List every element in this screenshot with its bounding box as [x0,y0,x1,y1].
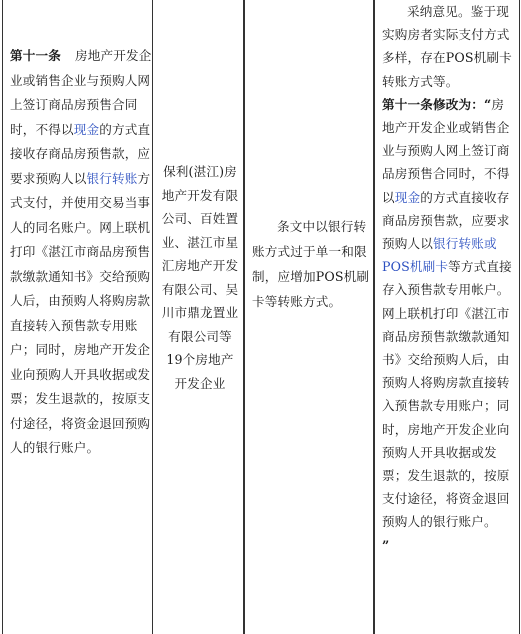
highlight-cash: 现金 [394,189,421,205]
amended-heading: 第十一条修改为： [382,96,484,112]
response-text-part: 的方式直接收存商品房预售款，应要求预购人以 [382,189,510,252]
original-article-text [10,44,152,461]
response-cell [374,0,521,634]
open-quote: “ [483,96,492,112]
proposer-text: 保利(湛江)房地产开发有限公司、百姓置业、湛江市星汇房地产开发有限公司、吴川市鼎龙置业有限公司等19个房地产开发企业 [161,164,239,391]
article-text-part: 方式支付，并使用交易当事人的同名账户。网上联机打印《湛江市商品房预售款缴款通知书》交给预购人后，由预购人将购房款直接转入预售款专用账户；同时，房地产开发企业向预购人开具收据或发票；发生退款的，按原支付途径，将资金退回预购人的银行账户。 [10,170,151,455]
highlight-bank-or-pos: 银行转账或POS机刷卡 [382,236,497,275]
opinion-body: 条文中以银行转账方式过于单一和限制，应增加POS机刷卡等转账方式。 [252,219,370,309]
original-article-cell [2,0,152,634]
article-text-part: 房地产开发企业或销售企业与预购人网上签订商品房预售合同时，不得以 [10,48,152,137]
proposer-cell [152,0,244,634]
article-text-part: 的方式直接收存商品房预售款，应要求预购人以 [10,121,151,186]
response-text-part: 等方式直接存入预售款专用帐户。网上联机打印《湛江市商品房预售款缴款通知书》交给预购人后，由预购人将购房款直接转入预售款专用账户；同时，房地产开发企业向预购人开具收据或发票；发生退款的，按原支付途径，将资金退回预购人的银行账户。 [382,259,512,530]
article-heading: 第十一条 [10,48,61,63]
response-adoption: 采纳意见。鉴于现实购房者实际支付方式多样，存在POS机刷卡转账方式等。 [382,4,512,89]
opinion-text [252,214,370,314]
close-quote: ” [382,537,390,553]
highlight-bank-transfer: 银行转账 [86,170,138,186]
response-text [382,0,516,557]
response-text-part: 房地产开发企业或销售企业与预购人网上签订商品房预售合同时，不得以 [382,96,510,205]
highlight-cash: 现金 [73,121,100,137]
opinion-cell [244,0,374,634]
